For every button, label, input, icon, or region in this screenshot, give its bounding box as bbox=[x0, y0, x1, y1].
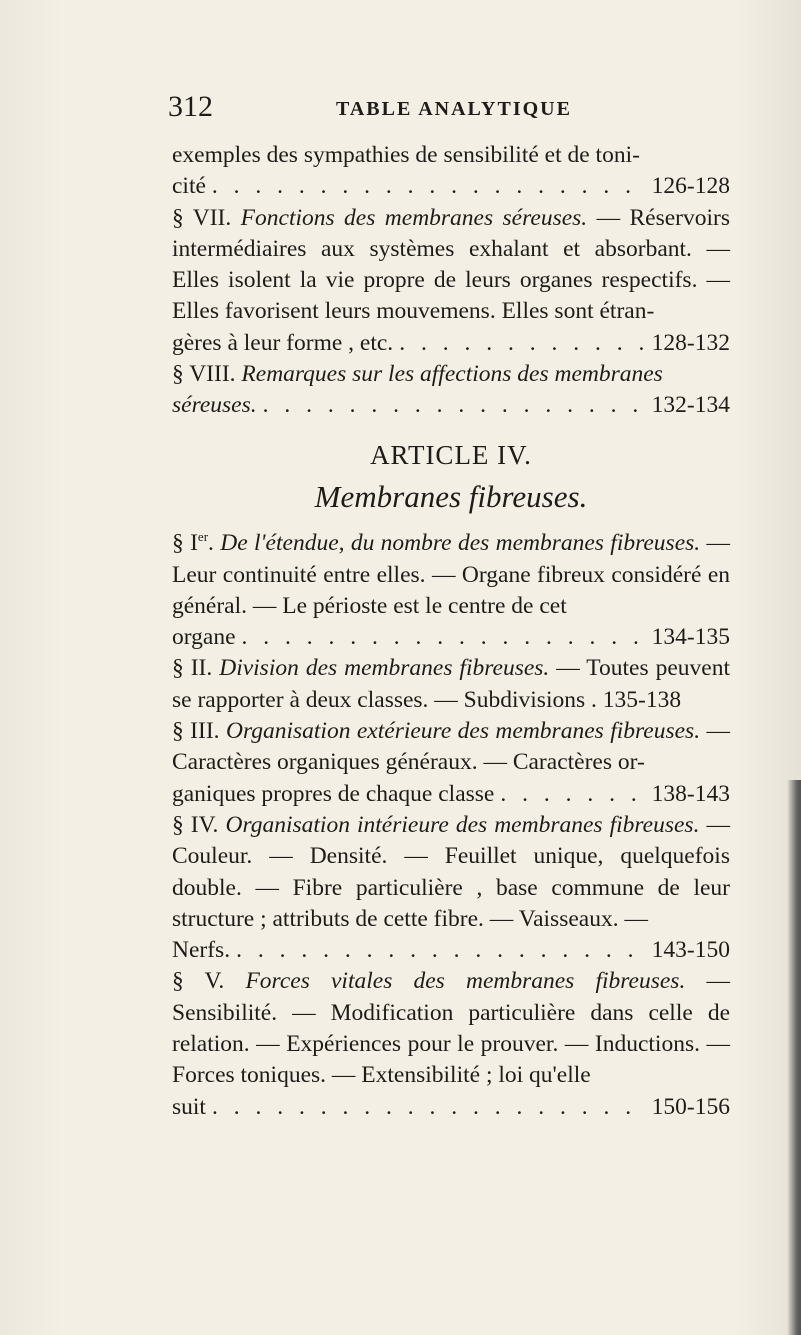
running-head: TABLE ANALYTIQUE bbox=[336, 98, 572, 120]
section-last: organe bbox=[172, 624, 236, 651]
section-iv-leader bbox=[172, 935, 730, 966]
section-body: — Leur continuité entre elles. — Organe fibreux considéré en général. — Le périoste est le centre de cet bbox=[172, 530, 730, 619]
section-title: De l'étendue, du nombre des membranes fibreuses. bbox=[220, 530, 701, 557]
article-heading: ARTICLE IV. bbox=[370, 439, 532, 470]
section-last: Nerfs. bbox=[172, 937, 231, 964]
section-last: séreuses. bbox=[172, 392, 257, 419]
page-number: 312 bbox=[168, 90, 213, 123]
dot-leader bbox=[212, 1092, 646, 1123]
section-viii bbox=[172, 359, 730, 390]
dot-leader bbox=[236, 935, 646, 966]
section-last: ganiques propres de chaque classe bbox=[172, 780, 495, 807]
section-pages: 135-138 bbox=[602, 686, 682, 713]
section-title: Remarques sur les affections des membranes bbox=[241, 361, 663, 388]
section-pages: 128-132 bbox=[651, 329, 730, 356]
page-edge-shadow bbox=[787, 780, 801, 1335]
section-pages: 143-150 bbox=[651, 937, 730, 964]
section-pages: 150-156 bbox=[651, 1093, 730, 1120]
section-number: § IV. bbox=[172, 811, 219, 838]
section-ii bbox=[172, 653, 730, 716]
section-i-leader bbox=[172, 622, 730, 653]
section-title: Organisation extérieure des membranes fibreuses. bbox=[225, 718, 701, 745]
section-number: § III. bbox=[172, 718, 220, 745]
section-pages: 132-134 bbox=[651, 392, 730, 419]
section-body: — Toutes peuvent se rapporter à deux classes. — Subdivisions . bbox=[172, 655, 730, 713]
dot-leader bbox=[399, 328, 645, 359]
section-v bbox=[172, 966, 730, 1091]
intro-pages: 126-128 bbox=[651, 173, 730, 200]
section-number: § II. bbox=[172, 655, 213, 682]
section-number: § VIII. bbox=[172, 361, 236, 388]
section-title: Organisation intérieure des membranes fibreuses. bbox=[225, 811, 700, 838]
section-viii-leader bbox=[172, 390, 730, 421]
dot-leader bbox=[212, 171, 646, 202]
section-title: Fonctions des membranes séreuses. bbox=[240, 204, 588, 231]
section-body: — Couleur. — Densité. — Feuillet unique, quelquefois double. — Fibre particulière , base commune de leur structure ; attributs de cette fibre. — Vaisseaux. — bbox=[172, 811, 730, 932]
section-v-leader bbox=[172, 1092, 730, 1123]
section-last: gères à leur forme , etc. bbox=[172, 329, 394, 356]
section-number: § VII. bbox=[172, 204, 232, 231]
dot-leader bbox=[500, 779, 645, 810]
dot-leader bbox=[242, 622, 646, 653]
section-number: § Ier. bbox=[172, 529, 214, 557]
section-iii bbox=[172, 716, 730, 779]
article-subtitle: Membranes fibreuses. bbox=[314, 478, 588, 514]
page-header bbox=[168, 90, 728, 126]
section-iii-leader bbox=[172, 779, 730, 810]
section-title: Division des membranes fibreuses. bbox=[219, 655, 550, 682]
section-vii bbox=[172, 203, 730, 328]
section-title: Forces vitales des membranes fibreuses. bbox=[245, 968, 686, 995]
section-pages: 134-135 bbox=[651, 624, 730, 651]
section-pages: 138-143 bbox=[651, 780, 730, 807]
page-content bbox=[172, 140, 730, 1123]
intro-last: cité bbox=[172, 173, 206, 200]
section-body: — Réservoirs intermédiaires aux systèmes exhalant et absorbant. — Elles isolent la vie propre de leurs organes respectifs. — Elles favorisent leurs mouvemens. Elles sont étran- bbox=[172, 204, 731, 325]
intro-leader bbox=[172, 171, 730, 202]
section-vii-leader bbox=[172, 328, 730, 359]
section-body: — Caractères organiques généraux. — Caractères or- bbox=[172, 718, 731, 776]
section-i bbox=[172, 528, 730, 622]
dot-leader bbox=[263, 390, 646, 421]
section-body: — Sensibilité. — Modification particulière dans celle de relation. — Expériences pour le prouver. — Inductions. — Forces toniques. — Extensibilité ; loi qu'elle bbox=[172, 968, 730, 1089]
section-number: § V. bbox=[172, 968, 225, 995]
section-iv bbox=[172, 810, 730, 935]
section-last: suit bbox=[172, 1093, 206, 1120]
intro-line: exemples des sympathies de sensibilité et de toni- bbox=[172, 142, 640, 168]
